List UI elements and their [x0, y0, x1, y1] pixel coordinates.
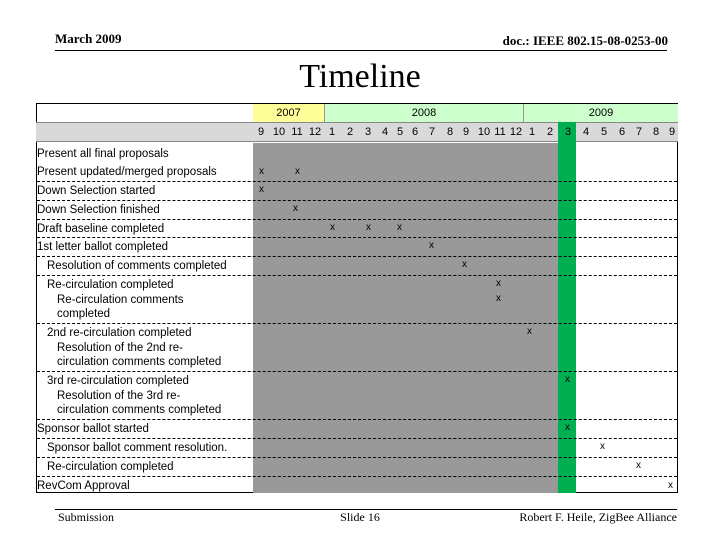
- month-label: 5: [600, 126, 608, 138]
- month-label: 1: [528, 126, 536, 138]
- task-label: completed: [57, 308, 111, 320]
- task-label: Re-circulation completed: [47, 279, 174, 291]
- month-label: 8: [652, 126, 660, 138]
- row-divider: [37, 371, 677, 372]
- task-label: Present updated/merged proposals: [37, 166, 217, 178]
- milestone-mark: x: [600, 441, 605, 452]
- month-label: 9: [462, 126, 470, 138]
- row-divider: [37, 419, 677, 420]
- month-label: 10: [272, 126, 286, 138]
- year-2009: 2009: [524, 104, 678, 122]
- row-divider: [37, 438, 677, 439]
- month-label: 9: [668, 126, 676, 138]
- header-date: March 2009: [55, 31, 122, 46]
- milestone-mark: x: [527, 326, 532, 337]
- month-label: 1: [328, 126, 336, 138]
- year-2008: 2008: [325, 104, 524, 122]
- milestone-mark: x: [293, 203, 298, 214]
- task-label: Sponsor ballot comment resolution.: [47, 442, 228, 454]
- milestone-mark: x: [295, 166, 300, 177]
- row-divider: [37, 256, 677, 257]
- month-label: 3: [364, 126, 372, 138]
- milestone-mark: x: [259, 184, 264, 195]
- task-label: Resolution of comments completed: [47, 260, 227, 272]
- month-label: 4: [582, 126, 590, 138]
- month-label: 7: [428, 126, 436, 138]
- task-label: Down Selection started: [37, 185, 156, 197]
- month-label: 12: [308, 126, 322, 138]
- task-label: circulation comments completed: [57, 356, 222, 368]
- row-divider: [37, 219, 677, 220]
- milestone-mark: x: [397, 222, 402, 233]
- month-label: 12: [509, 126, 523, 138]
- month-label: 10: [477, 126, 491, 138]
- month-label: 8: [446, 126, 454, 138]
- month-label: 6: [618, 126, 626, 138]
- task-label: 1st letter ballot completed: [37, 241, 169, 253]
- task-label: Re-circulation completed: [47, 461, 174, 473]
- milestone-mark: x: [259, 166, 264, 177]
- task-label: 2nd re-circulation completed: [47, 327, 192, 339]
- month-label: 2: [546, 126, 554, 138]
- milestone-mark: x: [462, 259, 467, 270]
- task-label: Draft baseline completed: [37, 223, 165, 235]
- task-label: Re-circulation comments: [57, 293, 184, 306]
- task-label: 3rd re-circulation completed: [47, 375, 189, 387]
- month-label: 3: [564, 126, 572, 138]
- task-label: circulation comments completed: [57, 404, 222, 416]
- month-label: 7: [635, 126, 643, 138]
- month-label: 9: [257, 126, 265, 138]
- footer-submission: Submission: [58, 510, 115, 524]
- milestone-mark: x: [565, 374, 570, 385]
- row-divider: [37, 457, 677, 458]
- month-label: 5: [396, 126, 404, 138]
- milestone-mark: x: [636, 460, 641, 471]
- row-divider: [37, 181, 677, 182]
- footer-slide-number: Slide 16: [340, 510, 380, 524]
- schedule-period-band: [253, 143, 576, 493]
- milestone-mark: x: [330, 222, 335, 233]
- milestone-mark: x: [496, 278, 501, 289]
- month-label: 4: [381, 126, 389, 138]
- milestone-mark: x: [366, 222, 371, 233]
- row-divider: [37, 237, 677, 238]
- task-label: Resolution of the 3rd re-: [57, 389, 181, 402]
- month-label: 11: [291, 126, 303, 138]
- header-doc-id: doc.: IEEE 802.15-08-0253-00: [502, 33, 668, 48]
- milestone-mark: x: [668, 480, 673, 491]
- row-divider: [37, 323, 677, 324]
- milestone-mark: x: [429, 240, 434, 251]
- task-label: Resolution of the 2nd re-: [57, 341, 183, 354]
- row-divider: [37, 200, 677, 201]
- slide-title: Timeline: [299, 58, 421, 95]
- milestone-mark: x: [565, 422, 570, 433]
- row-divider: [37, 476, 677, 477]
- task-label: Down Selection finished: [37, 204, 160, 216]
- year-2007: 2007: [253, 104, 325, 122]
- month-label: 11: [494, 126, 506, 138]
- row-divider: [37, 275, 677, 276]
- month-label: 2: [346, 126, 354, 138]
- task-label: Present all final proposals: [37, 148, 169, 160]
- header-rule: [55, 50, 667, 51]
- task-label: Sponsor ballot started: [37, 423, 149, 435]
- task-label: RevCom Approval: [37, 480, 130, 492]
- month-label: 6: [411, 126, 419, 138]
- footer-author: Robert F. Heile, ZigBee Alliance: [519, 510, 677, 524]
- milestone-mark: x: [496, 293, 501, 304]
